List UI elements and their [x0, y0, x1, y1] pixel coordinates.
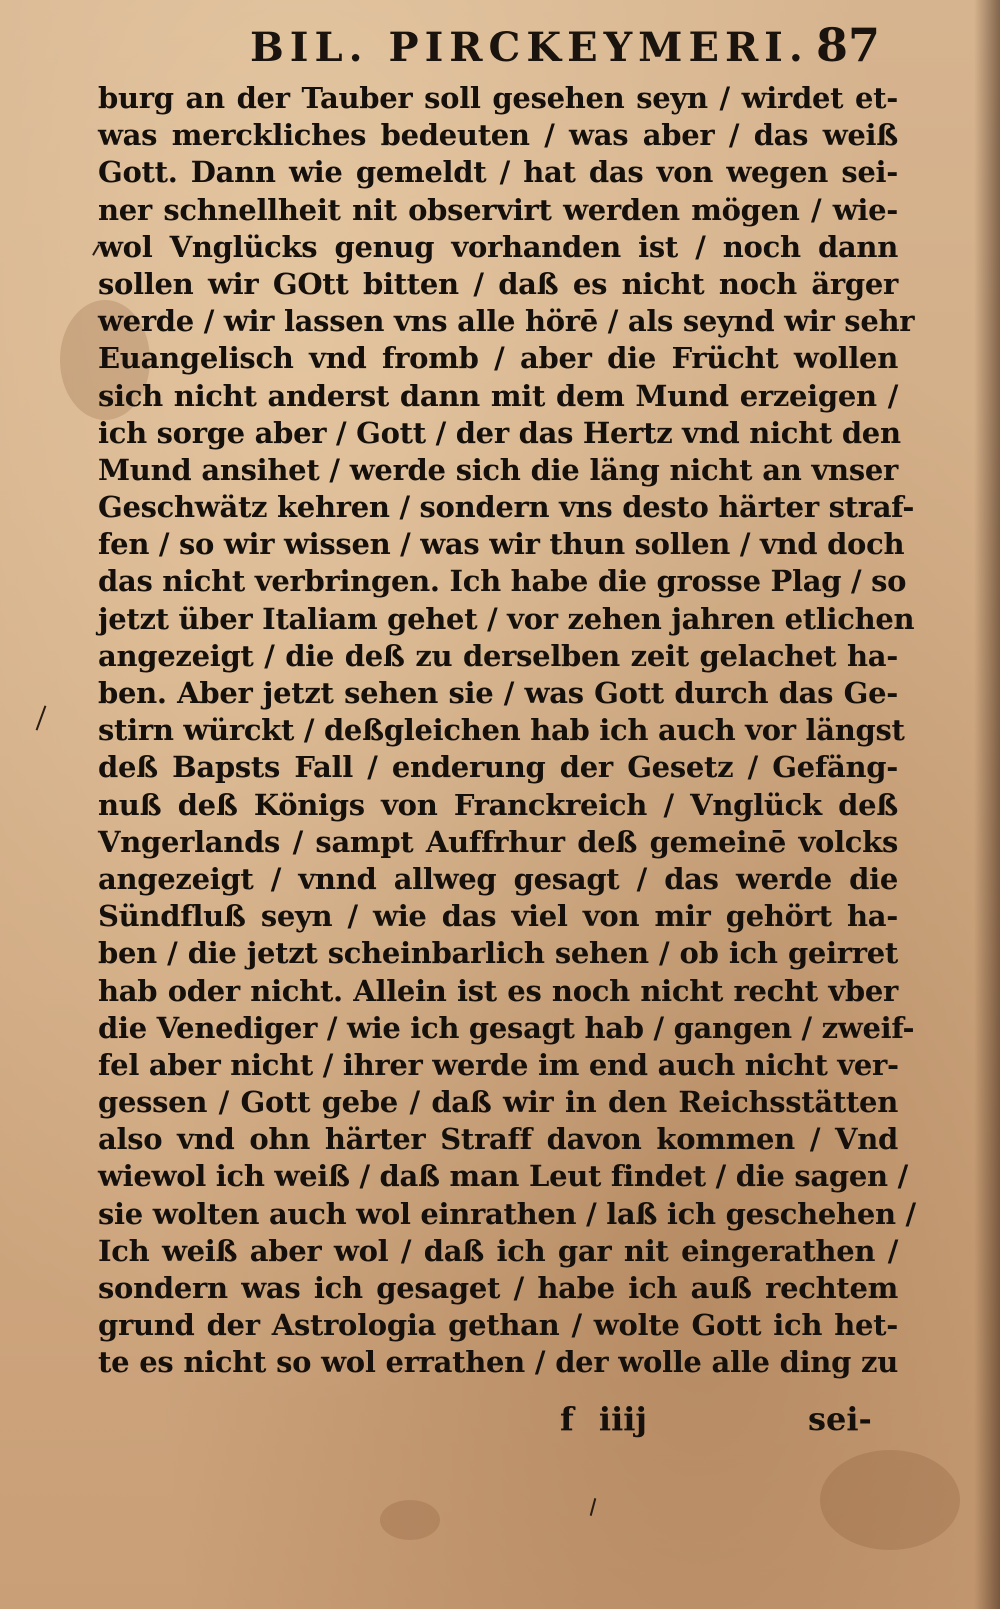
text-line: ben. Aber jetzt sehen sie / was Gott durch das Ge-	[98, 676, 898, 710]
paper-stain	[820, 1450, 960, 1550]
text-line: ben / die jetzt scheinbarlich sehen / ob ich geirret	[98, 936, 898, 971]
text-line: stirn würckt / deßgleichen hab ich auch vor längst	[98, 713, 905, 748]
text-line: sich nicht anderst dann mit dem Mund erzeigen /	[98, 378, 898, 413]
margin-pen-mark	[36, 705, 47, 730]
page-header	[250, 18, 900, 78]
margin-pen-mark	[590, 1498, 597, 1516]
signature-mark: f iiij	[560, 1400, 647, 1438]
text-line: wiewol ich weiß / daß man Leut findet / die sagen /	[98, 1159, 908, 1194]
page-edge-shadow	[974, 0, 1000, 1609]
text-line: Ich weiß aber wol / daß ich gar nit eingerathen /	[98, 1233, 898, 1268]
text-line: Vngerlands / sampt Auffrhur deß gemeinē volcks	[98, 824, 898, 859]
body-text	[98, 80, 916, 1382]
text-line: grund der Astrologia gethan / wolte Gott ich het-	[98, 1308, 898, 1343]
text-line: Gott. Dann wie gemeldt / hat das von wegen sei-	[98, 155, 898, 190]
text-line: Euangelisch vnd fromb / aber die Frücht wollen	[98, 341, 898, 376]
text-line: ner schnellheit nit observirt werden mögen / wie-	[98, 192, 898, 227]
text-line: sollen wir GOtt bitten / daß es nicht noch ärger	[98, 266, 898, 301]
text-line: was merckliches bedeuten / was aber / das weiß	[98, 118, 898, 153]
text-line: gessen / Gott gebe / daß wir in den Reichsstätten	[98, 1085, 898, 1120]
text-line: te es nicht so wol errathen / der wolle alle ding zu	[98, 1345, 898, 1380]
text-line: angezeigt / vnnd allweg gesagt / das werde die	[98, 861, 898, 896]
text-line: Mund ansihet / werde sich die läng nicht an vnser	[98, 452, 898, 487]
text-line: angezeigt / die deß zu derselben zeit gelachet ha-	[98, 638, 898, 673]
catchword: sei-	[808, 1400, 872, 1438]
text-line: Sündfluß seyn / wie das viel von mir gehört ha-	[98, 899, 898, 934]
text-line: fel aber nicht / ihrer werde im end auch nicht ver-	[98, 1047, 899, 1082]
text-line: das nicht verbringen. Ich habe die grosse Plag / so	[98, 564, 907, 599]
text-line: also vnd ohn härter Straff davon kommen / Vnd	[98, 1122, 898, 1157]
text-line: sondern was ich gesaget / habe ich auß rechtem	[98, 1271, 898, 1305]
text-line: werde / wir lassen vns alle hörē / als seynd wir sehr	[98, 304, 915, 339]
text-line: nuß deß Königs von Franckreich / Vnglück deß	[98, 787, 898, 822]
page-number: 87	[815, 18, 880, 72]
text-line: ich sorge aber / Gott / der das Hertz vnd nicht den	[98, 415, 901, 450]
text-line: deß Bapsts Fall / enderung der Gesetz / Gefäng-	[98, 750, 898, 785]
text-line: Geschwätz kehren / sondern vns desto härter straf-	[98, 490, 915, 525]
running-head: BIL. PIRCKEYMERI.	[250, 24, 809, 71]
text-line: die Venediger / wie ich gesagt hab / gangen / zweif-	[98, 1010, 915, 1045]
text-line: hab oder nicht. Allein ist es noch nicht recht vber	[98, 973, 898, 1008]
text-line: jetzt über Italiam gehet / vor zehen jahren etlichen	[98, 601, 915, 636]
text-line: fen / so wir wissen / was wir thun sollen / vnd doch	[98, 527, 905, 562]
text-line: wol Vnglücks genug vorhanden ist / noch dann	[98, 229, 898, 264]
page-footer	[0, 1400, 1000, 1460]
text-line: burg an der Tauber soll gesehen seyn / wirdet et-	[98, 81, 898, 115]
paper-stain	[380, 1500, 440, 1540]
text-line: sie wolten auch wol einrathen / laß ich geschehen /	[98, 1196, 916, 1231]
